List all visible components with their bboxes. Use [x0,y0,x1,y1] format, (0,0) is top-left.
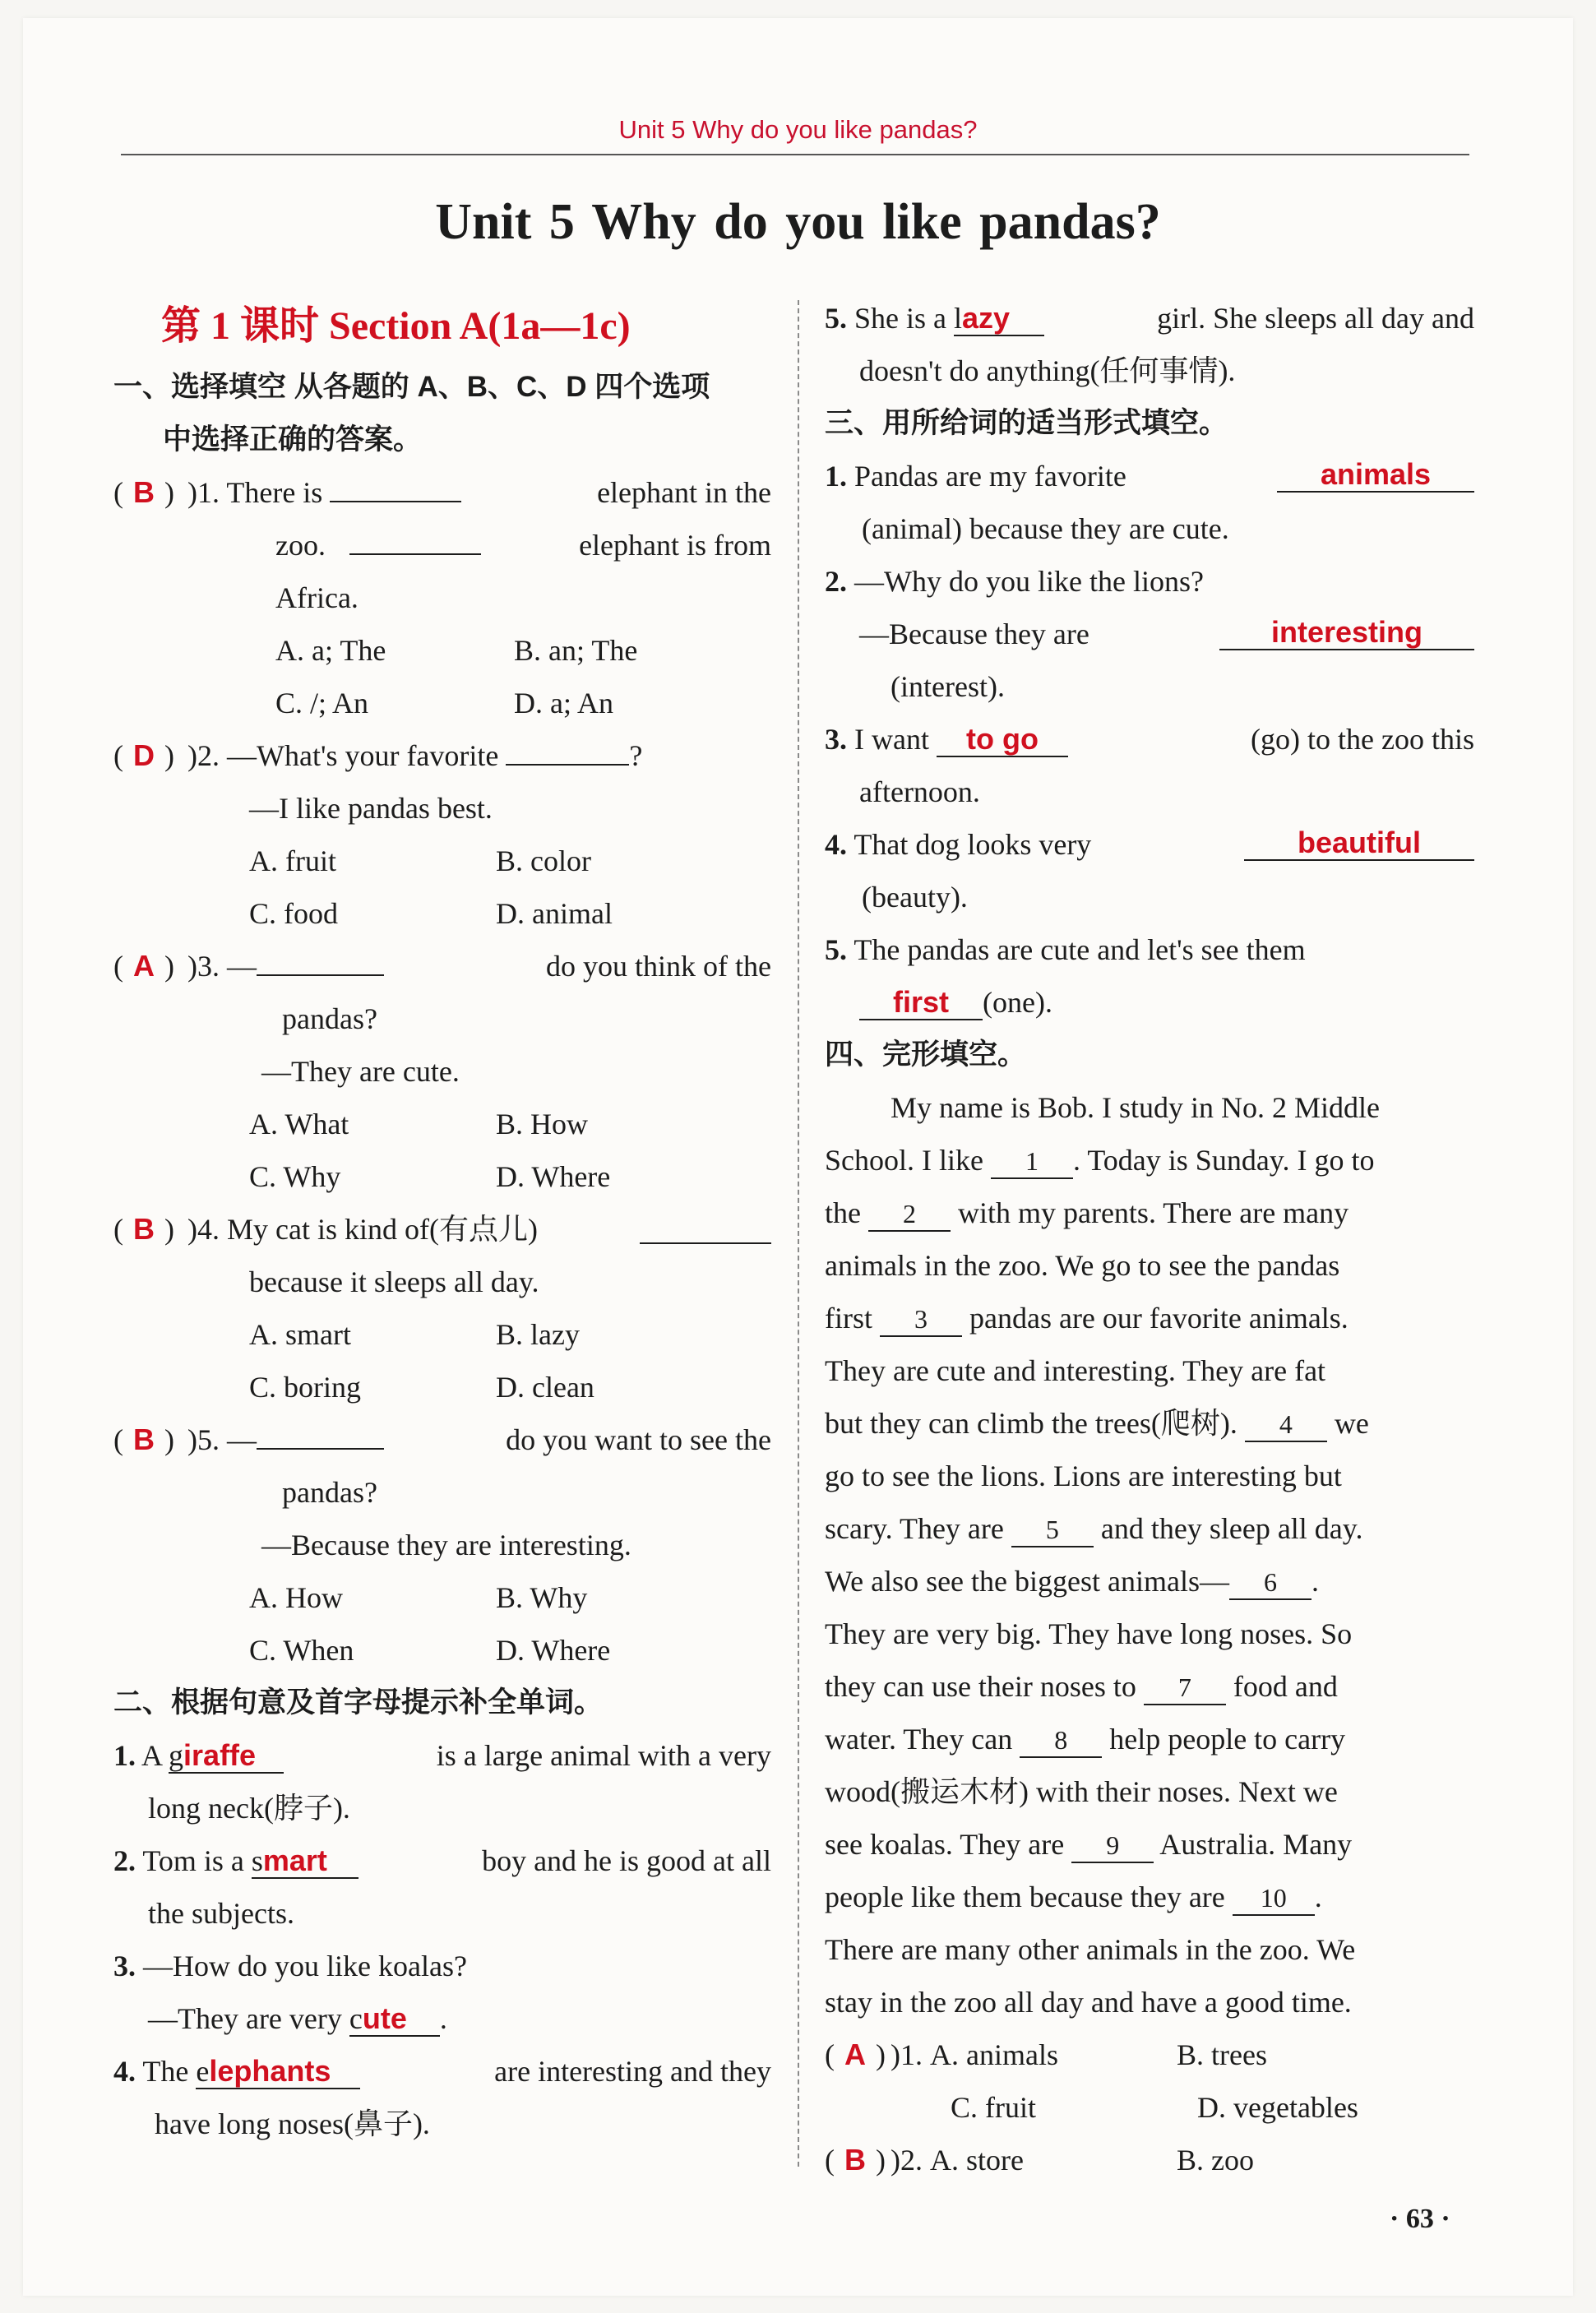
item-line: (interest). [891,670,1005,703]
answer-blank[interactable] [1219,616,1474,650]
question-text: —What's your favorite [227,739,499,772]
question-line: —Because they are interesting. [261,1529,631,1561]
option-a: A. fruit [249,844,336,877]
option-a: A. How [249,1581,343,1614]
question-number: )1. [187,476,220,509]
first-letter: e [196,2055,210,2088]
option-row [113,1361,771,1413]
passage-text: the [825,1196,861,1229]
filled-answer: interesting [1270,615,1423,649]
passage-line [825,1502,1474,1555]
option-d: D. a; An [514,687,613,719]
passage-text: Australia. Many [1159,1828,1353,1861]
answer: D [133,738,155,772]
passage-text: . [1314,1880,1322,1913]
item-text: She is a [854,302,946,335]
passage-line [825,1187,1474,1239]
fill-item-5 [825,292,1474,345]
passage-line [825,1871,1474,1923]
part3-heading: 三、用所给词的适当形式填空。 [825,407,1228,439]
form-item-2 [825,555,1474,608]
passage-text: pandas are our favorite animals. [969,1302,1349,1335]
mc-question-1 [113,466,771,519]
cloze-blank[interactable]: 8 [1020,1723,1102,1758]
right-column [825,292,1474,2186]
passage-line [825,1660,1474,1713]
part4-heading: 四、完形填空。 [825,1039,1027,1071]
item-text: The [142,2055,189,2088]
option-d: D. vegetables [1197,2091,1358,2124]
filled-answer: first [892,985,949,1019]
option-b: B. zoo [1177,2144,1254,2177]
answer-paren: ( B ) [113,1422,174,1456]
filled-answer: ute [362,2001,407,2035]
passage-text: and they sleep all day. [1100,1512,1363,1545]
cloze-blank[interactable]: 7 [1144,1671,1226,1705]
option-a: A. store [930,2144,1024,2177]
item-line [113,1992,771,2045]
answer: A [133,949,155,983]
fill-item-4 [113,2045,771,2098]
option-c: C. Why [249,1160,341,1193]
answer-blank[interactable] [1277,458,1474,493]
first-letter: c [349,2002,363,2035]
answer-paren: ( A ) [113,949,174,983]
answer: B [844,2143,866,2177]
option-d: D. Where [496,1160,611,1193]
option-row [113,887,771,940]
question-text: zoo. [275,529,326,562]
page-number: · 63 · [1390,2204,1450,2234]
part1-heading-cont: 中选择正确的答案。 [163,423,423,456]
part1-heading: 一、选择填空 从各题的 A、B、C、D 四个选项 [113,371,710,403]
option-a: A. What [249,1108,349,1140]
option-row [113,1098,771,1150]
option-row [113,1308,771,1361]
item-line: (beauty). [862,881,968,914]
item-number: 1. [825,460,847,493]
first-letter: s [251,1844,263,1877]
item-text: —Why do you like the lions? [854,565,1204,598]
item-text: —How do you like koalas? [143,1950,467,1982]
answer-blank[interactable] [640,1242,771,1244]
answer-blank[interactable] [937,723,1068,757]
option-c: C. When [249,1634,354,1667]
cloze-blank[interactable]: 10 [1233,1881,1315,1916]
item-text: are interesting and they [494,2055,771,2088]
question-line: —They are cute. [261,1055,460,1088]
item-line: the subjects. [148,1897,294,1930]
question-line: —I like pandas best. [249,792,493,825]
passage-line: There are many other animals in the zoo. We [825,1933,1356,1966]
option-d: D. Where [496,1634,611,1667]
filled-answer: lephants [209,2054,331,2088]
answer-blank[interactable] [954,302,1044,336]
answer-paren: ( D ) [113,738,174,772]
option-c: C. boring [249,1371,362,1404]
cloze-question-1 [825,2029,1474,2081]
question-line: pandas? [282,1476,377,1509]
option-a: A. animals [930,2038,1058,2071]
option-a: A. a; The [275,634,386,667]
header-rule [121,154,1469,155]
option-d: D. animal [496,897,613,930]
item-text: —They are very [148,2002,342,2035]
answer-paren: ( B ) [113,475,174,509]
option-row [113,1150,771,1203]
answer-paren: ( A ) [825,2038,886,2071]
passage-line [825,1713,1474,1765]
answer: B [133,1422,155,1456]
cloze-blank[interactable]: 3 [880,1302,962,1337]
item-line: doesn't do anything(任何事情). [859,354,1236,387]
item-text: is a large animal with a very [436,1739,771,1772]
question-number: )5. [187,1423,220,1456]
passage-line [825,1818,1474,1871]
option-b: B. an; The [514,634,638,667]
filled-answer: animals [1320,457,1432,491]
item-text: (go) to the zoo this [1251,723,1474,756]
item-text: Pandas are my favorite [854,460,1126,493]
item-number: 3. [825,723,847,756]
question-line: Africa. [275,581,359,614]
passage-text: see koalas. They are [825,1828,1065,1861]
column-divider [798,300,799,2167]
item-number: 2. [113,1844,136,1877]
cloze-question-2 [825,2134,1474,2186]
cloze-blank[interactable]: 1 [991,1145,1073,1179]
passage-text: first [825,1302,872,1335]
question-number: )2. [187,739,220,772]
filled-answer: beautiful [1298,826,1421,859]
question-line: pandas? [282,1002,377,1035]
filled-answer: iraffe [183,1738,257,1772]
passage-line [825,1134,1474,1187]
passage-text: we [1334,1407,1369,1440]
form-item-3 [825,713,1474,766]
passage-text: help people to carry [1109,1723,1346,1756]
passage-text: We also see the biggest animals— [825,1565,1229,1598]
option-b: B. How [496,1108,589,1140]
answer-blank[interactable] [257,1448,384,1450]
passage-text: but they can climb the trees(爬树). [825,1407,1237,1440]
item-number: 2. [825,565,847,598]
passage-text: food and [1233,1670,1338,1703]
item-text: girl. She sleeps all day and [1157,302,1474,335]
item-line: afternoon. [859,775,980,808]
passage-text: School. I like [825,1144,983,1177]
option-b: B. color [496,844,591,877]
running-header: Unit 5 Why do you like pandas? [618,115,978,144]
item-line: long neck(脖子). [148,1792,350,1825]
first-letter: l [954,302,963,335]
option-row [113,1571,771,1624]
item-line [825,976,1474,1029]
option-b: B. Why [496,1581,588,1614]
answer: B [133,475,155,509]
option-b: B. trees [1177,2038,1267,2071]
answer-paren: ( B ) [825,2143,886,2177]
passage-text: water. They can [825,1723,1013,1756]
fill-item-2 [113,1834,771,1887]
answer-blank[interactable] [1244,826,1474,861]
item-number: 4. [113,2055,136,2088]
mc-question-3 [113,940,771,992]
answer-blank[interactable] [349,553,481,555]
answer-blank[interactable] [349,2002,440,2037]
question-number: )1. [891,2038,923,2071]
filled-answer: mart [262,1843,327,1877]
cloze-blank[interactable]: 4 [1245,1408,1327,1442]
fill-item-1 [113,1729,771,1782]
form-item-4 [825,818,1474,871]
cloze-passage [825,1081,1474,2029]
item-text: I want [854,723,929,756]
question-text: elephant is from [579,529,771,562]
question-text: elephant in the [597,476,771,509]
part2-heading: 二、根据句意及首字母提示补全单词。 [113,1686,604,1719]
option-c: C. food [249,897,338,930]
item-text: Tom is a [142,1844,244,1877]
filled-answer: to go [965,722,1039,756]
passage-text: scary. They are [825,1512,1004,1545]
cloze-blank[interactable]: 2 [868,1197,951,1232]
passage-line [825,1555,1474,1608]
passage-line: My name is Bob. I study in No. 2 Middle [891,1091,1380,1124]
item-number: 3. [113,1950,136,1982]
option-a: A. smart [249,1318,351,1351]
passage-line [825,1292,1474,1344]
item-number: 5. [825,933,847,966]
item-text: —Because they are [859,618,1089,650]
passage-line: wood(搬运木材) with their noses. Next we [825,1775,1338,1808]
item-number: 4. [825,828,847,861]
passage-text: . [1311,1565,1319,1598]
option-row [113,624,771,677]
form-item-5 [825,923,1474,976]
question-text: ? [629,739,643,772]
item-text: A [141,1739,162,1772]
passage-line [825,1397,1474,1450]
question-number: )2. [891,2144,923,2177]
answer: A [844,2038,866,2071]
question-number: )3. [187,950,220,983]
fill-item-3 [113,1940,771,1992]
filled-answer: azy [962,301,1011,335]
item-text: The pandas are cute and let's see them [854,933,1306,966]
passage-line: They are cute and interesting. They are fat [825,1354,1326,1387]
item-text: boy and he is good at all [482,1844,771,1877]
cloze-blank[interactable]: 5 [1011,1513,1094,1547]
mc-question-4 [113,1203,771,1256]
mc-question-2 [113,729,771,782]
option-c: C. fruit [951,2091,1036,2124]
item-text: That dog looks very [854,828,1092,861]
question-text: There is [226,476,323,509]
question-text: do you want to see the [506,1423,771,1456]
item-text: (one). [983,986,1052,1019]
option-row [113,1624,771,1677]
item-number: 1. [113,1739,136,1772]
option-c: C. /; An [275,687,369,719]
answer-blank[interactable] [859,986,983,1020]
answer-blank[interactable] [169,1739,284,1774]
option-d: D. clean [496,1371,594,1404]
answer-blank[interactable] [506,764,629,766]
passage-text: they can use their noses to [825,1670,1136,1703]
first-letter: g [169,1739,184,1772]
left-column [113,292,771,2150]
cloze-blank[interactable]: 9 [1071,1829,1154,1863]
item-number: 5. [825,302,847,335]
mc-question-5 [113,1413,771,1466]
passage-line: go to see the lions. Lions are interesting but [825,1460,1342,1492]
question-number: )4. [187,1213,220,1246]
answer-paren: ( B ) [113,1212,174,1246]
item-line: have long noses(鼻子). [155,2107,430,2140]
item-text: . [439,2002,447,2035]
answer-blank[interactable] [257,974,384,976]
item-line [825,608,1474,660]
answer-blank[interactable] [252,1844,359,1879]
option-row [113,835,771,887]
passage-text: . Today is Sunday. I go to [1072,1144,1375,1177]
question-line: because it sleeps all day. [249,1265,539,1298]
answer: B [133,1212,155,1246]
answer-blank[interactable] [196,2055,360,2089]
answer-blank[interactable] [330,501,461,502]
passage-line: stay in the zoo all day and have a good time. [825,1986,1352,2019]
unit-title: Unit 5 Why do you like pandas? [435,194,1161,250]
passage-text: with my parents. There are many [957,1196,1349,1229]
cloze-blank[interactable]: 6 [1229,1566,1311,1600]
passage-line: animals in the zoo. We go to see the pandas [825,1249,1340,1282]
form-item-1 [825,450,1474,502]
lesson-heading: 第 1 课时 Section A(1a—1c) [161,304,631,348]
question-text: My cat is kind of(有点儿) [227,1213,538,1246]
passage-text: people like them because they are [825,1880,1225,1913]
question-text: — [227,950,257,983]
item-line: (animal) because they are cute. [862,512,1229,545]
question-line [113,519,771,571]
question-text: do you think of the [546,950,771,983]
question-text: — [227,1423,257,1456]
option-row [825,2081,1474,2134]
passage-line: They are very big. They have long noses. So [825,1617,1353,1650]
option-b: B. lazy [496,1318,580,1351]
option-row [113,677,771,729]
